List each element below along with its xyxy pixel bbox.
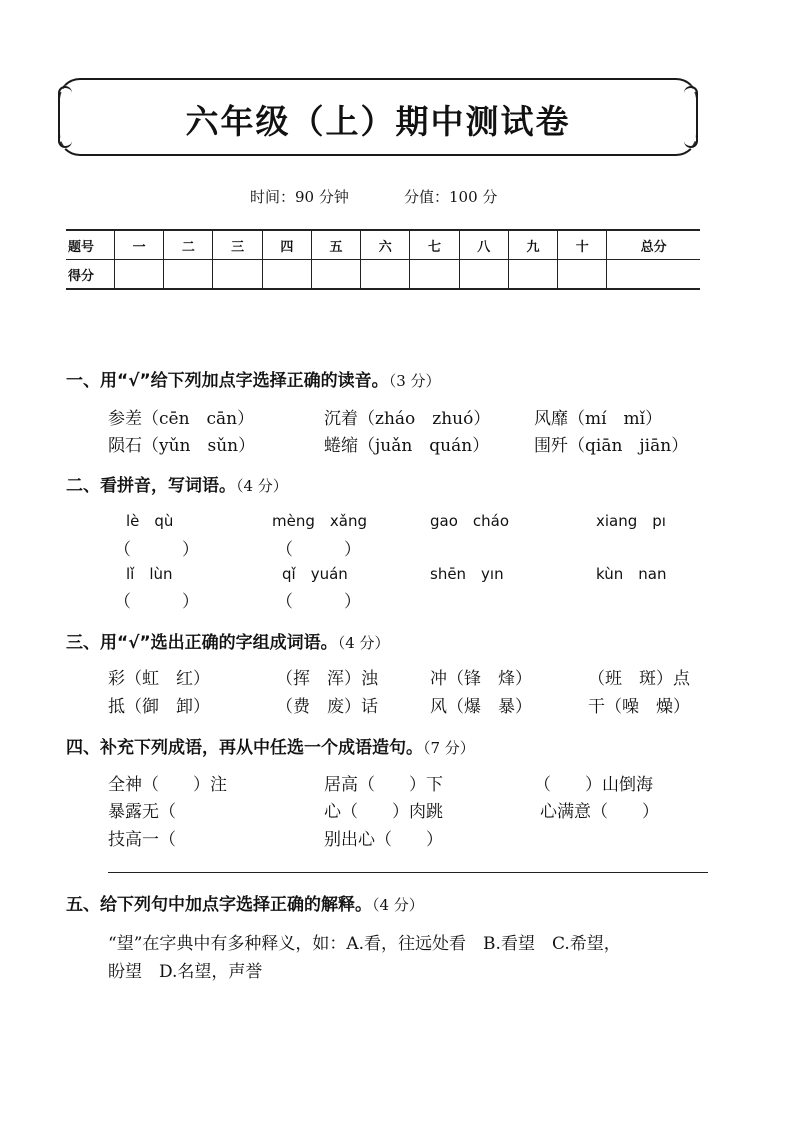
section-5-title: 五、给下列句中加点字选择正确的解释。 — [66, 895, 372, 915]
score-cell[interactable] — [262, 260, 311, 290]
row-label: 得分 — [66, 260, 115, 290]
sec5-paragraph-line-2: 盼望 D.名望，声誉 — [108, 962, 263, 982]
pinyin: lǐ lùn — [126, 565, 173, 583]
score-table-score-row — [66, 260, 700, 290]
section-5-heading — [66, 890, 424, 915]
idiom-item: 全神（ ）注 — [108, 775, 227, 795]
section-5-points: （4 分） — [372, 896, 424, 914]
answer-blank[interactable]: （ ） — [114, 540, 199, 560]
section-2-points: （4 分） — [236, 477, 288, 495]
pinyin: shēn yın — [430, 565, 504, 583]
sec1-item: 蜷缩（juǎn quán） — [324, 436, 490, 456]
sec3-item: （费 废）话 — [276, 697, 378, 717]
score-cell[interactable] — [213, 260, 262, 290]
sec3-item: 风（爆 暴） — [430, 697, 532, 717]
col-8: 八 — [459, 230, 508, 260]
sec3-item: 干（噪 燥） — [588, 697, 690, 717]
section-2-heading — [66, 471, 288, 496]
idiom-item: 暴露无（ — [108, 802, 210, 822]
section-4-title: 四、补充下列成语，再从中任选一个成语造句。 — [66, 738, 423, 758]
section-3-points: （4 分） — [337, 634, 390, 652]
score-cell[interactable] — [558, 260, 607, 290]
idiom-item: （ ）山倒海 — [534, 775, 653, 795]
sec1-item: 陨石（yǔn sǔn） — [108, 436, 256, 456]
sec3-item: （班 斑）点 — [588, 669, 690, 689]
idiom-item: 居高（ ）下 — [324, 775, 443, 795]
sec3-item: 冲（锋 烽） — [430, 669, 532, 689]
answer-blank[interactable]: （ ） — [276, 540, 361, 560]
section-2-title: 二、看拼音，写词语。 — [66, 476, 236, 496]
score-cell[interactable] — [410, 260, 459, 290]
col-7: 七 — [410, 230, 459, 260]
section-1-points: （3 分） — [388, 372, 441, 390]
idiom-item: 技高一（ — [108, 830, 176, 850]
score-cell[interactable] — [361, 260, 410, 290]
pinyin: qǐ yuán — [282, 565, 348, 583]
header-label: 题号 — [66, 230, 115, 260]
sec3-item: 彩（虹 红） — [108, 669, 210, 689]
answer-blank[interactable]: （ ） — [276, 592, 361, 612]
pinyin: mèng xǎng — [272, 512, 367, 530]
title-frame — [58, 78, 698, 156]
idiom-item: 心满意（ ） — [540, 802, 659, 822]
section-4-points: （7 分） — [423, 739, 475, 757]
score-table-header-row — [66, 230, 700, 260]
score-cell[interactable] — [508, 260, 557, 290]
section-3-heading — [66, 628, 390, 653]
answer-blank[interactable]: （ ） — [114, 592, 199, 612]
section-1-title: 一、用“√”给下列加点字选择正确的读音。 — [66, 371, 389, 391]
sec1-item: 参差（cēn cān） — [108, 409, 255, 429]
exam-time: 时间：90 分钟 — [250, 188, 349, 206]
score-cell[interactable] — [311, 260, 360, 290]
sec1-item: 风靡（mí mǐ） — [534, 409, 663, 429]
score-cell[interactable] — [607, 260, 700, 290]
pinyin: gao cháo — [430, 512, 510, 530]
score-cell[interactable] — [115, 260, 164, 290]
pinyin: kùn nan — [596, 565, 667, 583]
sec5-paragraph-line-1: “望”在字典中有多种释义，如：A.看，往远处看 B.看望 C.希望， — [108, 934, 621, 954]
col-5: 五 — [311, 230, 360, 260]
idiom-item: 心（ ）肉跳 — [324, 802, 443, 822]
pinyin: xiang pı — [596, 512, 666, 530]
section-1-heading — [66, 366, 441, 391]
sec3-item: （挥 浑）浊 — [276, 669, 378, 689]
sec3-item: 抵（御 卸） — [108, 697, 210, 717]
col-1: 一 — [115, 230, 164, 260]
section-4-heading — [66, 733, 475, 758]
score-cell[interactable] — [164, 260, 213, 290]
col-10: 十 — [558, 230, 607, 260]
sec1-item: 围歼（qiān jiān） — [534, 436, 689, 456]
sec1-item: 沉着（zháo zhuó） — [324, 409, 491, 429]
page-title: 六年级（上）期中测试卷 — [185, 102, 571, 141]
col-9: 九 — [508, 230, 557, 260]
col-6: 六 — [361, 230, 410, 260]
col-3: 三 — [213, 230, 262, 260]
col-total: 总分 — [607, 230, 700, 260]
sentence-answer-line[interactable] — [108, 872, 708, 873]
col-2: 二 — [164, 230, 213, 260]
col-4: 四 — [262, 230, 311, 260]
score-table — [66, 229, 700, 290]
section-3-title: 三、用“√”选出正确的字组成词语。 — [66, 633, 338, 653]
exam-score-total: 分值：100 分 — [404, 188, 498, 206]
pinyin: lè qù — [126, 512, 174, 530]
score-cell[interactable] — [459, 260, 508, 290]
idiom-item: 别出心（ ） — [324, 830, 443, 850]
